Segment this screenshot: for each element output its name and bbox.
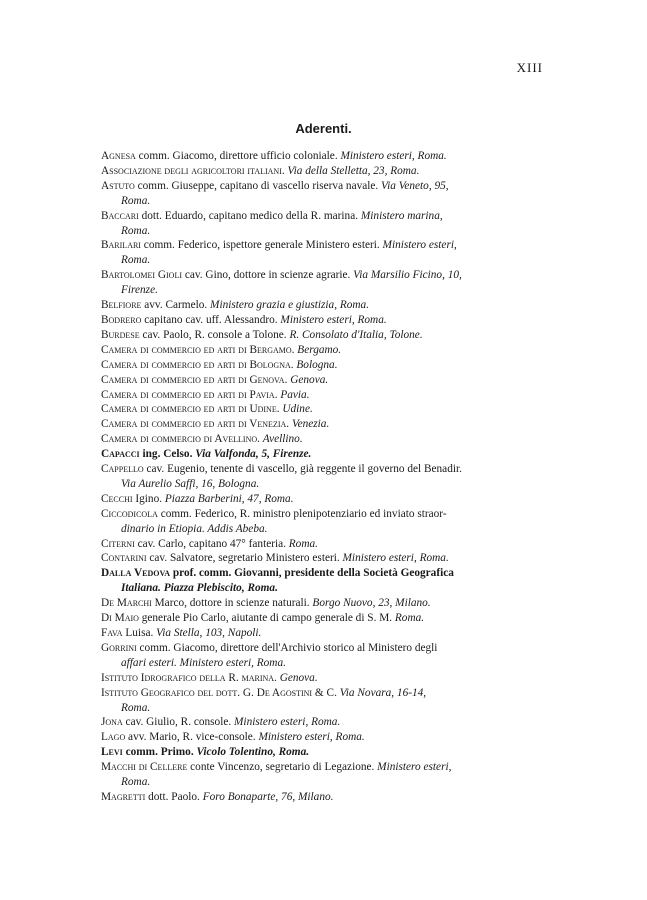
member-description: comm. Giuseppe, capitano di vascello riserva navale. [134, 179, 382, 192]
member-name: Citerni [101, 537, 135, 550]
member-name: Magretti [101, 790, 146, 803]
member-description: cav. Giulio, R. console. [122, 716, 235, 729]
member-continuation: Via Aurelio Saffi, 16, Bologna. [121, 477, 260, 490]
member-entry [101, 358, 531, 373]
member-entry [101, 745, 531, 760]
member-name: Camera di commercio ed arti di Genova. [101, 373, 288, 386]
member-name: Camera di commercio ed arti di Pavia. [101, 388, 278, 401]
member-entry [101, 417, 531, 432]
member-address: Ministero esteri, Roma. [342, 552, 449, 565]
member-name: Istituto Idrografico della R. marina. [101, 671, 277, 684]
member-address: Via della Stelletta, 23, Roma. [287, 164, 420, 177]
member-description: ing. Celso. [139, 448, 196, 461]
member-description: comm. Federico, R. ministro plenipotenziario ed inviato straor- [157, 507, 447, 520]
member-entry [101, 492, 531, 507]
member-entry [101, 179, 531, 209]
member-entry [101, 298, 531, 313]
section-heading: Aderenti. [295, 121, 352, 136]
member-name: Jona [101, 716, 123, 729]
member-address: Ministero esteri, [382, 239, 457, 252]
member-continuation: Roma. [121, 701, 151, 714]
member-description: cav. Gino, dottore in scienze agrarie. [182, 269, 354, 282]
member-name: Cecchi [101, 492, 133, 505]
member-description: dott. Paolo. [145, 790, 203, 803]
member-entry [101, 715, 531, 730]
member-address: Vicolo Tolentino, Roma. [196, 746, 310, 759]
member-entry [101, 537, 531, 552]
member-description: avv. Mario, R. vice-console. [125, 731, 259, 744]
member-entry [101, 432, 531, 447]
member-entry [101, 313, 531, 328]
member-continuation: Italiana. Piazza Plebiscito, Roma. [121, 582, 278, 595]
member-list [101, 149, 531, 805]
member-name: Lago [101, 731, 126, 744]
member-entry [101, 686, 531, 716]
member-description: avv. Carmelo. [141, 299, 211, 312]
member-name: Barilari [101, 239, 141, 252]
member-entry [101, 209, 531, 239]
member-name: Contarini [101, 552, 147, 565]
page-number: XIII [516, 60, 543, 75]
member-name: Associazione degli agricoltori italiani. [101, 164, 285, 177]
member-address: Venezia. [291, 418, 330, 431]
member-name: Fava [101, 627, 123, 639]
member-continuation: Roma. [121, 776, 151, 789]
member-address: Ministero esteri, Roma. [280, 313, 387, 326]
member-name: Ciccodicola [101, 507, 158, 520]
member-address: Ministero grazia e giustizia, Roma. [210, 299, 370, 312]
member-entry [101, 164, 531, 179]
member-entry [101, 671, 531, 686]
member-entry [101, 760, 531, 790]
member-continuation: dinario in Etiopia. Addis Abeba. [121, 522, 268, 535]
member-address: Avellino. [262, 433, 303, 446]
member-name: Camera di commercio ed arti di Bergamo. [101, 343, 295, 356]
member-name: Bartolomei Gioli [101, 269, 182, 282]
member-name: Belfiore [101, 299, 142, 312]
member-name: Gorrini [101, 641, 137, 654]
member-description: comm. Giacomo, direttore ufficio coloniale. [135, 150, 341, 162]
member-name: Baccari [101, 209, 139, 222]
member-description: conte Vincenzo, segretario di Legazione. [187, 761, 378, 774]
member-description: dott. Eduardo, capitano medico della R. marina. [138, 209, 361, 222]
member-name: De Marchi [101, 597, 152, 610]
member-name: Di Maio [101, 612, 139, 625]
member-entry [101, 238, 531, 268]
member-entry [101, 790, 531, 805]
member-address: Ministero esteri, Roma. [258, 731, 365, 744]
member-description: prof. comm. Giovanni, presidente della Società Geografica [170, 567, 454, 580]
member-address: Ministero esteri, Roma. [340, 150, 447, 162]
member-name: Cappello [101, 463, 144, 476]
member-name: Macchi di Cellere [101, 761, 188, 774]
member-address: Bergamo. [297, 343, 342, 356]
member-name: Camera di commercio ed arti di Bologna. [101, 358, 294, 371]
member-name: Camera di commercio ed arti di Venezia. [101, 418, 290, 431]
member-name: Dalla Vedova [101, 567, 171, 580]
member-name: Levi [101, 746, 123, 759]
member-description: comm. Giacomo, direttore dell'Archivio storico al Ministero degli [136, 641, 438, 654]
member-description: Luisa. [122, 627, 157, 639]
member-name: Agnesa [101, 150, 136, 162]
member-entry [101, 507, 531, 537]
member-address: Udine. [282, 403, 313, 416]
member-description: generale Pio Carlo, aiutante di campo generale di S. M. [138, 612, 395, 625]
member-entry [101, 566, 531, 596]
member-address: Roma. [394, 612, 425, 625]
member-address: Via Valfonda, 5, Firenze. [195, 448, 312, 461]
member-description: Marco, dottore in scienze naturali. [151, 597, 313, 610]
member-address: Via Marsilio Ficino, 10, [353, 269, 462, 282]
member-address: Roma. [288, 537, 318, 550]
member-continuation: Roma. [121, 194, 151, 207]
member-name: Capacci [101, 448, 140, 461]
member-entry [101, 611, 531, 626]
member-entry [101, 402, 531, 417]
member-entry [101, 730, 531, 745]
member-description: Igino. [132, 492, 165, 505]
member-address: Piazza Barberini, 47, Roma. [164, 492, 294, 505]
member-address: Genova. [279, 671, 318, 684]
member-description: cav. Eugenio, tenente di vascello, già reggente il governo del Benadir. [143, 463, 462, 476]
member-entry [101, 551, 531, 566]
member-description: & C. [312, 686, 340, 699]
member-name: Camera di commercio di Avellino. [101, 433, 260, 446]
member-address: Ministero esteri, [377, 761, 452, 774]
member-name: Camera di commercio ed arti di Udine. [101, 403, 280, 416]
member-description: cav. Paolo, R. console a Tolone. [139, 328, 290, 341]
member-entry [101, 373, 531, 388]
member-address: Bologna. [296, 358, 338, 371]
member-continuation: Roma. [121, 254, 151, 267]
member-description: comm. Federico, ispettore generale Ministero esteri. [140, 239, 383, 252]
member-address: Pavia. [280, 388, 310, 401]
member-address: Foro Bonaparte, 76, Milano. [202, 790, 334, 803]
member-continuation: Roma. [121, 224, 151, 237]
member-continuation: Firenze. [121, 284, 158, 297]
member-entry [101, 447, 531, 462]
member-entry [101, 149, 531, 164]
member-description: capitano cav. uff. Alessandro. [141, 313, 281, 326]
member-description: cav. Carlo, capitano 47° fanteria. [134, 537, 289, 550]
member-address: Via Stella, 103, Napoli. [156, 627, 262, 639]
member-entry [101, 388, 531, 403]
member-entry [101, 343, 531, 358]
member-entry [101, 328, 531, 343]
member-entry [101, 641, 531, 671]
member-address: Via Veneto, 95, [381, 179, 449, 192]
member-entry [101, 596, 531, 611]
member-entry [101, 626, 531, 641]
member-name: Astuto [101, 179, 135, 192]
member-name: Istituto Geografico del dott. G. De Agostini [101, 686, 313, 699]
member-description: cav. Salvatore, segretario Ministero esteri. [146, 552, 343, 565]
member-description: comm. Primo. [122, 746, 197, 759]
member-address: Ministero marina, [360, 209, 443, 222]
member-continuation: affari esteri. Ministero esteri, Roma. [121, 656, 286, 669]
member-name: Burdese [101, 328, 140, 341]
member-address: Genova. [290, 373, 329, 386]
member-address: Via Novara, 16-14, [339, 686, 427, 699]
member-entry [101, 462, 531, 492]
member-address: Borgo Nuovo, 23, Milano. [312, 597, 431, 610]
member-name: Bodrero [101, 313, 142, 326]
member-address: R. Consolato d'Italia, Tolone. [289, 328, 423, 341]
member-address: Ministero esteri, Roma. [234, 716, 341, 729]
member-entry [101, 268, 531, 298]
